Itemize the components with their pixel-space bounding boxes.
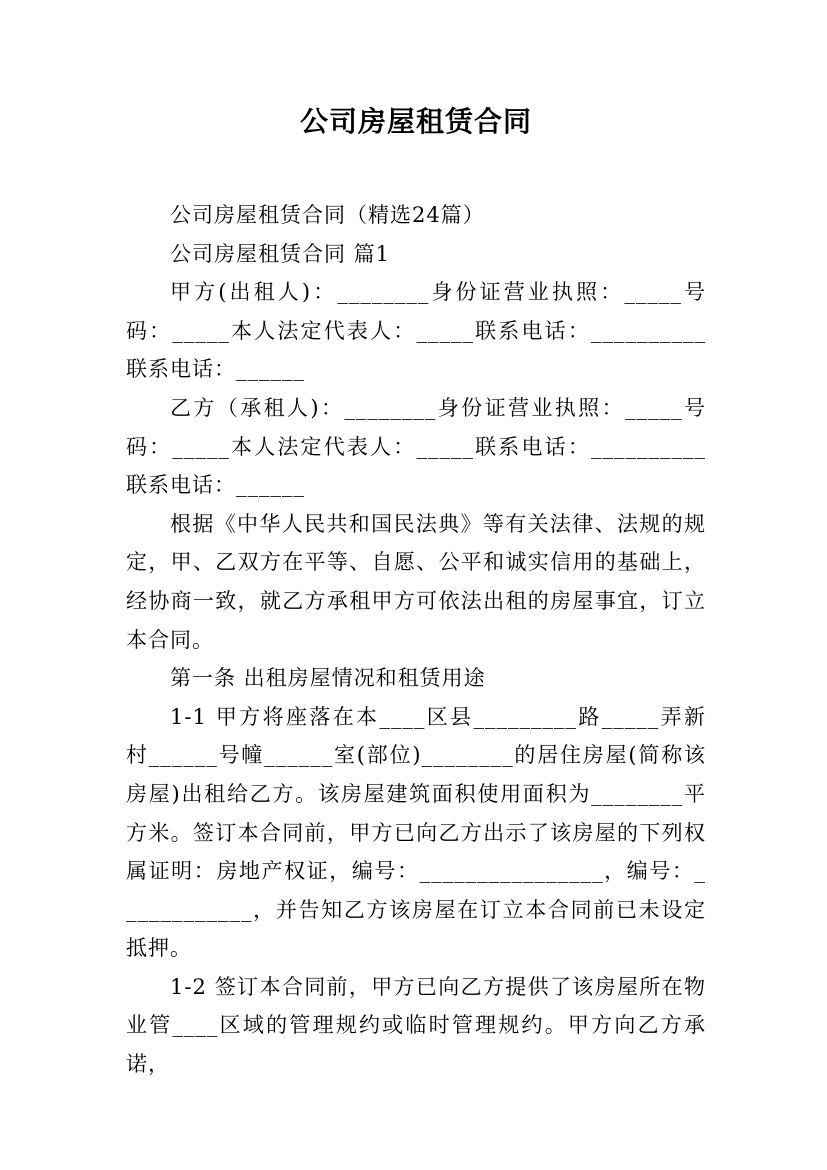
paragraph-party-b: 乙方（承租人)：________身份证营业执照：_____号码：_____本人法定代表人：_____联系电话：__________联系电话：______ bbox=[126, 395, 706, 498]
paragraph-section-heading: 公司房屋租赁合同 篇1 bbox=[170, 241, 391, 266]
paragraph-subtitle: 公司房屋租赁合同（精选24篇） bbox=[170, 203, 485, 227]
paragraph-article-one-heading: 第一条 出租房屋情况和租赁用途 bbox=[170, 666, 486, 691]
paragraph-clause-1-1: 1-1 甲方将座落在本____区县_________路_____弄新村______号幢______室(部位)________的居住房屋(简称该房屋)出租给乙方。该房屋建筑面积使用面积为________平方米。签订本合同前，甲方已向乙方出示了该房屋的下列权属证明：房地产权证，编号：________________，编号：____________，并告知乙方该房屋在订立本合同前已未设定抵押。 bbox=[126, 704, 706, 961]
paragraph-clause-1-2: 1-2 签订本合同前，甲方已向乙方提供了该房屋所在物业管____区域的管理规约或临时管理规约。甲方向乙方承诺， bbox=[126, 974, 706, 1077]
document-page bbox=[126, 100, 706, 1084]
document-title: 公司房屋租赁合同 bbox=[299, 105, 532, 138]
paragraph-party-a: 甲方(出租人)：________身份证营业执照：_____号码：_____本人法定代表人：_____联系电话：__________联系电话：______ bbox=[126, 280, 706, 382]
paragraph-legal-basis: 根据《中华人民共和国民法典》等有关法律、法规的规定，甲、乙双方在平等、自愿、公平和诚实信用的基础上，经协商一致，就乙方承租甲方可依法出租的房屋事宜，订立本合同。 bbox=[126, 511, 706, 652]
